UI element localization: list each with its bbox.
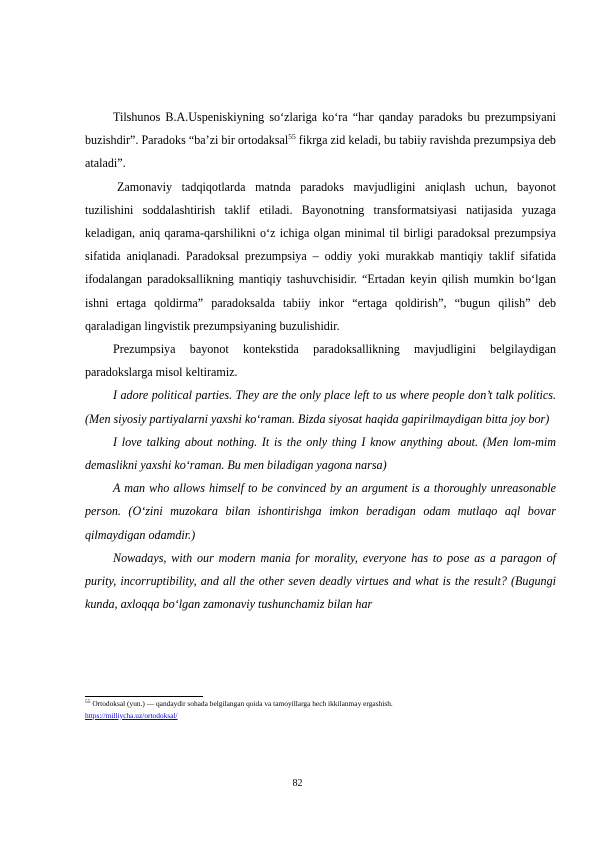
footnote-ref-55[interactable]: 55 [288,132,296,142]
footnote [85,698,556,721]
paragraph-1 [85,106,556,176]
footnote-line [85,698,556,710]
paragraph-2: Zamonaviy tadqiqotlarda matnda paradoks mavjudligini aniqlash uchun, bayonot tuzilishini soddalashtirish taklif etiladi. Bayonotning transformatsiyasi natijasida yuzaga keladigan, aniq qarama-qarshilikni o‘z ichiga olgan minimal til birligi paradoksal prezumpsiya sifatida aniqlanadi. Paradoksal prezumpsiya – oddiy yoki murakkab mantiqiy taklif sifatida ifodalangan paradoksallikning mantiqiy tashuvchisidir. “Ertadan keyin qilish mumkin bo‘lgan ishni ertaga qoldirma” paradoksalda tabiiy inkor “ertaga qoldirish”, “bugun qilish” deb qaraladigan lingvistik prezumpsiyaning buzulishidir. [85,179,556,333]
example-4: Nowadays, with our modern mania for morality, everyone has to pose as a paragon of purity, incorruptibility, and all the other seven deadly virtues and what is the result? (Bugungi kunda, axloqqa bo‘lgan zamonaviy tushunchamiz bilan har [85,550,556,612]
footnote-link[interactable]: https://milliycha.uz/ortodoksal/ [85,710,178,720]
example-1: I adore political parties. They are the only place left to us where people don’t talk politics. (Men siyosiy partiyalarni yaxshi ko‘raman. Bizda siyosat haqida gapirilmaydigan bitta joy bor) [85,388,556,426]
example-3: A man who allows himself to be convinced by an argument is a thoroughly unreasonable person. (O‘zini muzokara bilan ishontirishga imkon beradigan odam mutlaqo aql bovar qilmaydigan odamdir.) [85,481,556,542]
page-number: 82 [292,778,303,789]
footnote-divider [85,696,203,697]
paragraph-1-text-a: Tilshunos B.A.Uspeniskiyning so‘zlariga ko‘ra “har qanday paradoks bu prezumpsiyani buzishdir”. Paradoks “ba’zi bir ortodaksal [85,110,556,148]
example-2: I love talking about nothing. It is the only thing I know anything about. (Men lom-mim demaslikni yaxshi ko‘raman. Bu men biladigan yagona narsa) [85,434,556,473]
paragraph-1-text-b: fikrga zid keladi, bu tabiiy ravishda prezumpsiya deb ataladi”. [85,133,556,171]
page-body [85,106,556,616]
footnote-text: Ortodoksal (yun.) — qandaydir sohada belgilangan qoida va tamoyillarga hech ikkilanmay ergashish. [90,699,393,708]
footnote-number: 55 [85,699,91,705]
paragraph-3: Prezumpsiya bayonot kontekstida paradoksallikning mavjudligini belgilaydigan paradokslarga misol keltiramiz. [85,342,556,380]
